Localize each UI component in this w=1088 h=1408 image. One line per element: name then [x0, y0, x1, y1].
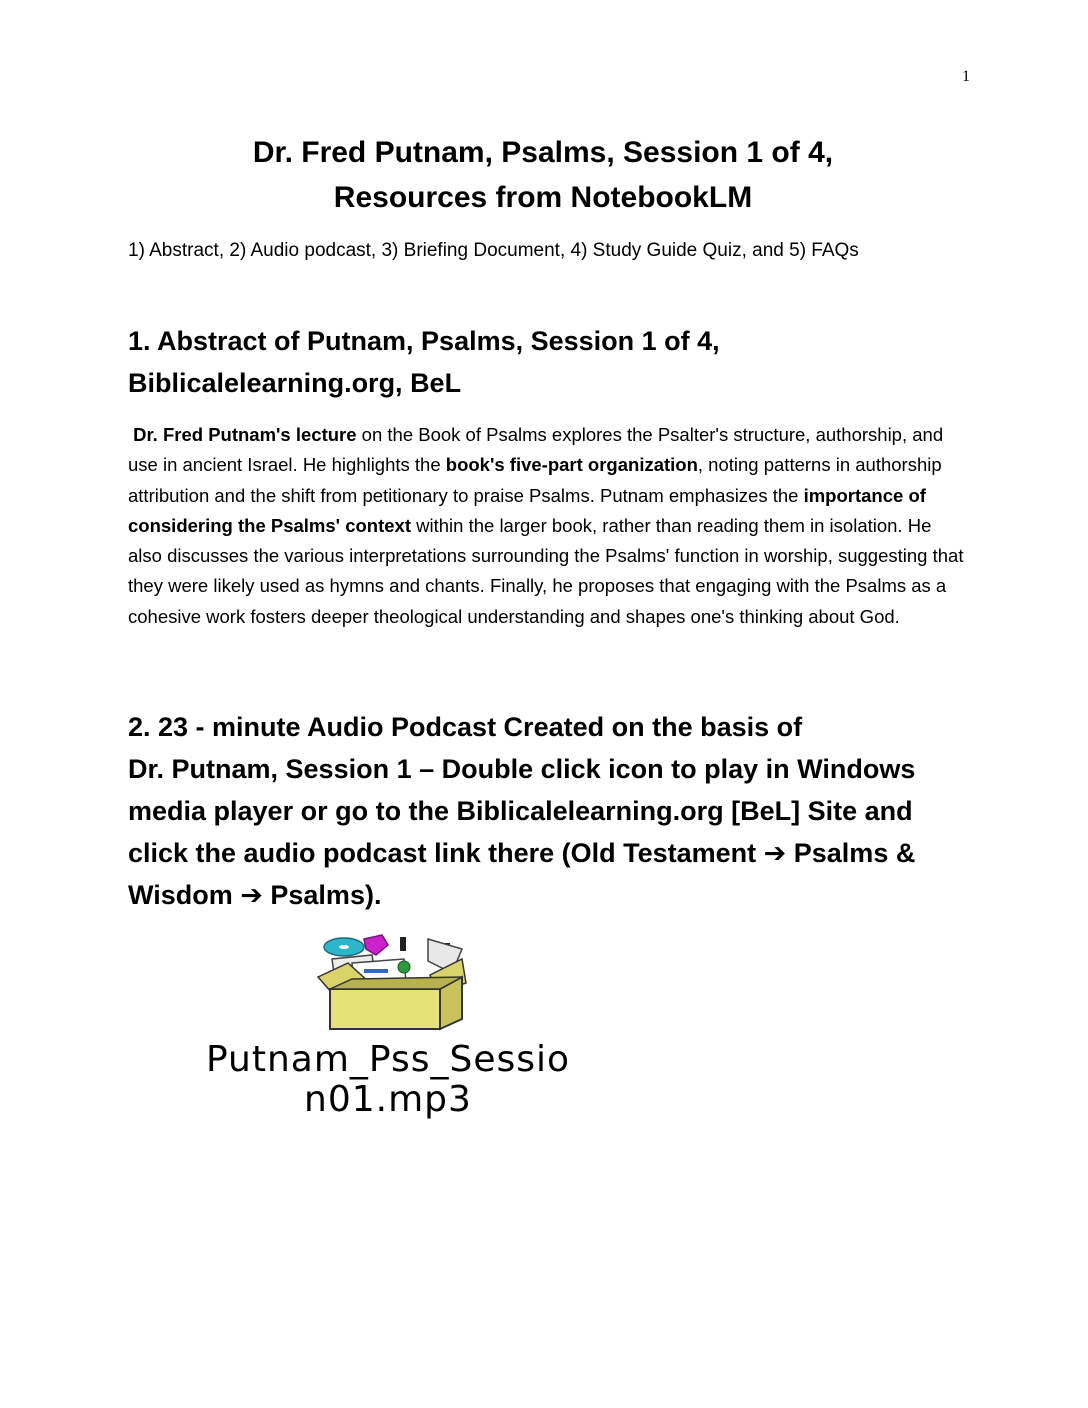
- section2-line4: [128, 832, 968, 874]
- page-title: [128, 130, 958, 220]
- package-icon[interactable]: [312, 933, 472, 1033]
- attachment-label[interactable]: [138, 1040, 638, 1120]
- page-title-line1: Dr. Fred Putnam, Psalms, Session 1 of 4,: [252, 136, 834, 169]
- page-title-line2: Resources from NotebookLM: [333, 181, 753, 214]
- section1-heading: [128, 320, 968, 404]
- page-number: 1: [962, 68, 970, 85]
- section2-line4-text-b: Psalms &: [786, 838, 916, 868]
- abstract-text-3: within the larger book, rather than reading them in isolation. He also discusses the various interpretations surrounding the Psalms' function in worship, suggesting that they were likely used as hymns and chants. Finally, he proposes that engaging with the Psalms as a cohesive work fosters deeper theological understanding and shapes one's thinking about God.: [128, 514, 964, 627]
- section2-line4-text-a: click the audio podcast link there (Old Testament: [128, 838, 764, 868]
- attachment-label-line1: Putnam_Pss_Sessio: [205, 1039, 571, 1080]
- section2-line3: media player or go to the Biblicalelearning.org [BeL] Site and: [128, 796, 913, 826]
- section2-line5-text-a: Wisdom: [128, 880, 241, 910]
- section2-line1: 2. 23 - minute Audio Podcast Created on the basis of: [128, 712, 803, 742]
- section1-heading-line2: Biblicalelearning.org, BeL: [128, 368, 462, 398]
- attachment-label-line2: n01.mp3: [304, 1079, 472, 1120]
- abstract-text-1: on the Book of Psalms explores the Psalter's structure, authorship, and use in ancient Israel. He highlights the: [128, 424, 944, 476]
- section2-line2: Dr. Putnam, Session 1 – Double click icon to play in Windows: [128, 754, 916, 784]
- contents-line: 1) Abstract, 2) Audio podcast, 3) Briefing Document, 4) Study Guide Quiz, and 5) FAQs: [128, 240, 859, 261]
- section2-heading: [128, 706, 968, 916]
- abstract-text-2: , noting patterns in authorship attribution and the shift from petitionary to praise Psalms. Putnam emphasizes the: [128, 454, 942, 506]
- abstract-bold-1: Dr. Fred Putnam's lecture: [133, 424, 357, 445]
- abstract-bold-2: book's five-part organization: [445, 454, 698, 476]
- abstract-bold-3: importance of considering the Psalms' context: [128, 484, 926, 536]
- section2-line5: [128, 874, 968, 916]
- arrow-right-icon: ➔: [240, 880, 263, 910]
- section2-line5-text-b: Psalms).: [262, 880, 382, 910]
- section1-heading-line1: 1. Abstract of Putnam, Psalms, Session 1 of 4,: [128, 326, 720, 356]
- abstract-paragraph: [128, 420, 968, 632]
- arrow-right-icon: ➔: [763, 838, 787, 868]
